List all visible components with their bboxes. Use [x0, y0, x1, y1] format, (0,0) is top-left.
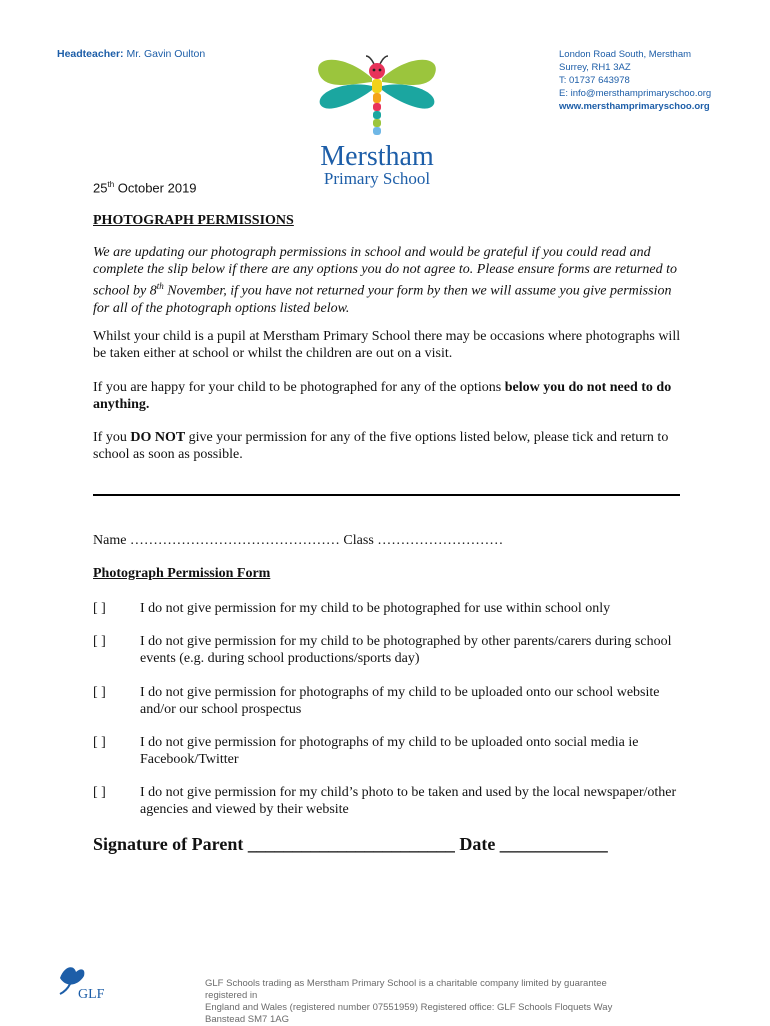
website-line: www.mersthamprimaryschoo.org — [559, 101, 710, 112]
school-name-sub: Primary School — [323, 169, 431, 188]
headteacher-label: Headteacher: — [57, 48, 124, 60]
school-name-main: Merstham — [320, 141, 434, 172]
option-label: I do not give permission for photographs of my child to be uploaded onto our school website and/or our school prospectus — [140, 685, 660, 717]
intro-sup: th — [156, 281, 164, 291]
para3-bold: below you do not need to do anything. — [93, 380, 672, 412]
letter-date — [93, 180, 197, 195]
footer-line: England and Wales (registered number 07551959) Registered office: GLF Schools Floquets Way Banstead SM7 1AG — [205, 1002, 613, 1025]
date-rest: October 2019 — [114, 180, 197, 196]
phone-line: T: 01737 643978 — [559, 75, 630, 86]
cut-line-divider — [93, 494, 680, 496]
paragraph-visits: Whilst your child is a pupil at Merstham Primary School there may be occasions where photographs will be taken either at school or whilst the children are out on a visit. — [93, 329, 681, 361]
intro-paragraph — [93, 244, 681, 317]
address-line: London Road South, Merstham — [559, 49, 692, 60]
school-address — [559, 48, 711, 113]
para4-text-1: If you — [93, 430, 131, 445]
option-checkbox[interactable]: [ ] — [93, 735, 106, 750]
glf-logo-text: GLF — [78, 987, 105, 1002]
para4-text-2: give your permission for any of the five options listed below, please tick and return to school as soon as possible. — [93, 430, 669, 462]
option-label: I do not give permission for my child’s photo to be taken and used by the local newspaper/other agencies and viewed by their website — [140, 785, 677, 817]
option-label: I do not give permission for my child to be photographed for use within school only — [140, 601, 611, 616]
page-title: PHOTOGRAPH PERMISSIONS — [93, 213, 294, 228]
paragraph-happy — [93, 379, 681, 413]
para3-text: If you are happy for your child to be photographed for any of the options — [93, 380, 505, 395]
address-line: Surrey, RH1 3AZ — [559, 62, 631, 73]
option-checkbox[interactable]: [ ] — [93, 601, 106, 616]
option-checkbox[interactable]: [ ] — [93, 785, 106, 800]
intro-text-2: November, if you have not returned your form by then we will assume you give permission for all of the photograph options listed below. — [93, 283, 672, 316]
option-label: I do not give permission for my child to be photographed by other parents/carers during school events (e.g. during school productions/sports day) — [140, 634, 672, 666]
glf-bird-logo-icon — [50, 958, 114, 1008]
school-name — [302, 142, 452, 188]
footer-registration — [205, 978, 645, 1026]
headteacher-name: Mr. Gavin Oulton — [126, 48, 206, 60]
signature-date-line[interactable]: Signature of Parent _______________________ Date ____________ — [93, 834, 608, 854]
headteacher-line — [57, 48, 205, 60]
date-day: 25 — [93, 180, 108, 196]
para4-bold: DO NOT — [130, 430, 186, 445]
footer-line: GLF Schools trading as Merstham Primary School is a charitable company limited by guarantee registered in — [205, 978, 607, 1001]
option-checkbox[interactable]: [ ] — [93, 685, 106, 700]
option-checkbox[interactable]: [ ] — [93, 634, 106, 649]
name-class-field[interactable]: Name ……………………………………… Class ……………………… — [93, 533, 504, 548]
email-line: E: info@mersthamprimaryschoo.org — [559, 88, 712, 99]
date-suffix: th — [107, 180, 115, 189]
option-label: I do not give permission for photographs of my child to be uploaded onto social media ie Facebook/Twitter — [140, 735, 639, 767]
intro-text-1: We are updating our photograph permissions in school and would be grateful if you could read and complete the slip below if there are any options you do not agree to. Please ensure forms are returned to school by 8 — [93, 245, 678, 299]
form-title: Photograph Permission Form — [93, 566, 271, 581]
paragraph-do-not — [93, 429, 681, 463]
